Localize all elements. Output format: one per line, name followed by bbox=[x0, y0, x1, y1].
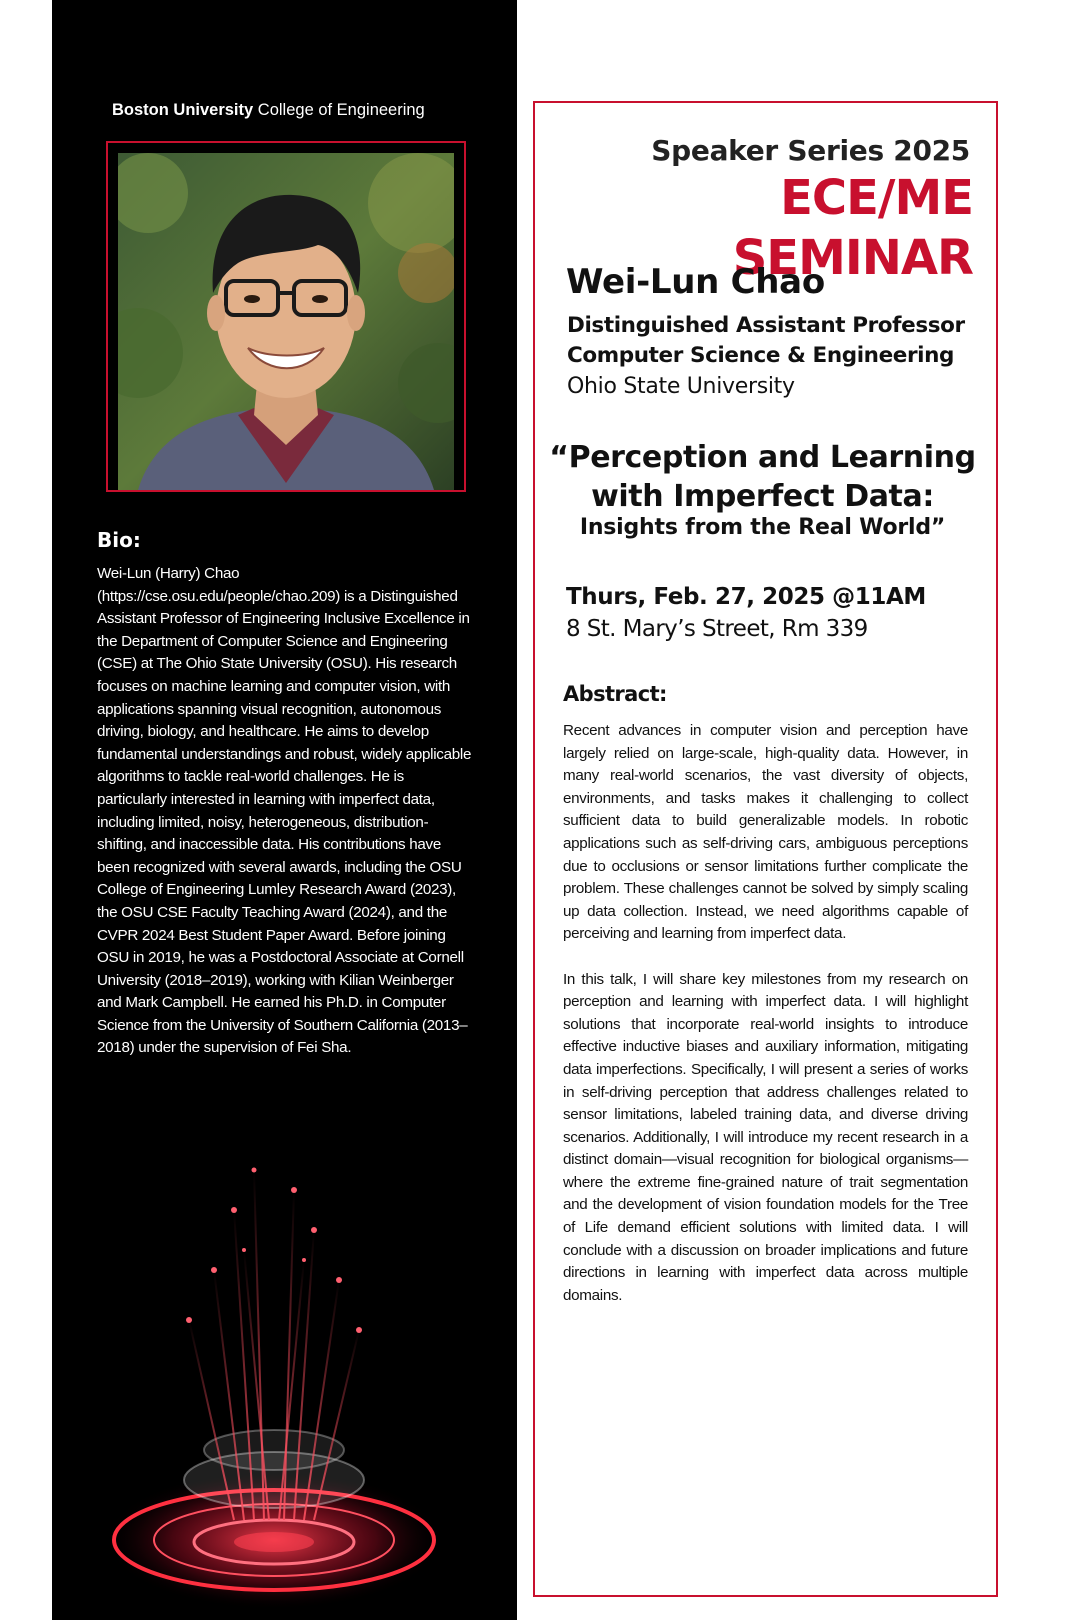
speaker-department: Computer Science & Engineering bbox=[567, 343, 955, 368]
talk-title-line-2: with Imperfect Data: bbox=[591, 479, 934, 514]
abstract-heading: Abstract: bbox=[563, 682, 667, 706]
speaker-photo bbox=[118, 153, 454, 490]
event-location: 8 St. Mary’s Street, Rm 339 bbox=[566, 616, 868, 642]
abstract-paragraph: In this talk, I will share key milestones from my research on perception and learning with imperfect data. I will highlight solutions that incorporate real-world insights to introduce effective inductive biases and auxiliary information, mitigating data imperfections. Specifically, I will present a series of works in self-driving perception that address challenges related to sensor limitations, labeled training data, and diverse driving scenarios. Additionally, I will introduce my recent research in a distinct domain—visual recognition for biological organisms—where the extreme fine-grained nature of trait segmentation and the development of vision foundation models for the Tree of Life demand efficient solutions with limited data. I will conclude with a discussion on broader implications and future directions in learning with imperfect data across multiple domains. bbox=[563, 970, 968, 1304]
bio-heading: Bio: bbox=[97, 528, 141, 552]
abstract-paragraph: Recent advances in computer vision and perception have largely relied on large-scale, high-quality data. However, in many real-world scenarios, the vast diversity of objects, environments, and tasks makes it challenging to collect sufficient data to build generalizable models. In robotic applications such as self-driving cars, ambiguous perceptions due to occlusions or sensor limitations further complicate the problem. These challenges cannot be solved by simply scaling up data collection. Instead, we need algorithms capable of perceiving and learning from imperfect data. bbox=[563, 722, 968, 943]
talk-title-line-1: “Perception and Learning bbox=[549, 440, 976, 475]
org-header bbox=[112, 101, 492, 120]
abstract-text bbox=[563, 720, 968, 1330]
org-college: College of Engineering bbox=[253, 101, 425, 119]
speaker-title: Distinguished Assistant Professor bbox=[567, 313, 965, 338]
bio-text: Wei-Lun (Harry) Chao (https://cse.osu.edu/people/chao.209) is a Distinguished Assistant Professor of Engineering Inclusive Excellence in the Department of Computer Science and Engineering (CSE) at The Ohio State University (OSU). His research focuses on machine learning and computer vision, with applications spanning visual recognition, autonomous driving, biology, and healthcare. He aims to develop fundamental understandings and robust, widely applicable algorithms to tackle real-world challenges. He is particularly interested in learning with imperfect data, including limited, noisy, heterogeneous, distribution-shifting, and inaccessible data. His contributions have been recognized with several awards, including the OSU College of Engineering Lumley Research Award (2023), the OSU CSE Faculty Teaching Award (2024), and the CVPR 2024 Best Student Paper Award. Before joining OSU in 2019, he was a Postdoctoral Associate at Cornell University (2018–2019), working with Kilian Weinberger and Mark Campbell. He earned his Ph.D. in Computer Science from the University of Southern California (2013–2018) under the supervision of Fei Sha. bbox=[97, 565, 472, 1057]
glowing-data-hologram-graphic bbox=[94, 1150, 474, 1620]
event-datetime: Thurs, Feb. 27, 2025 @11AM bbox=[566, 584, 926, 610]
speaker-name: Wei-Lun Chao bbox=[566, 262, 825, 302]
speaker-university: Ohio State University bbox=[567, 374, 795, 399]
series-title: Speaker Series 2025 bbox=[651, 134, 970, 167]
seminar-title: ECE/ME SEMINAR bbox=[732, 170, 973, 286]
talk-title-line-3: Insights from the Real World” bbox=[579, 515, 946, 540]
org-name: Boston University bbox=[112, 101, 254, 119]
